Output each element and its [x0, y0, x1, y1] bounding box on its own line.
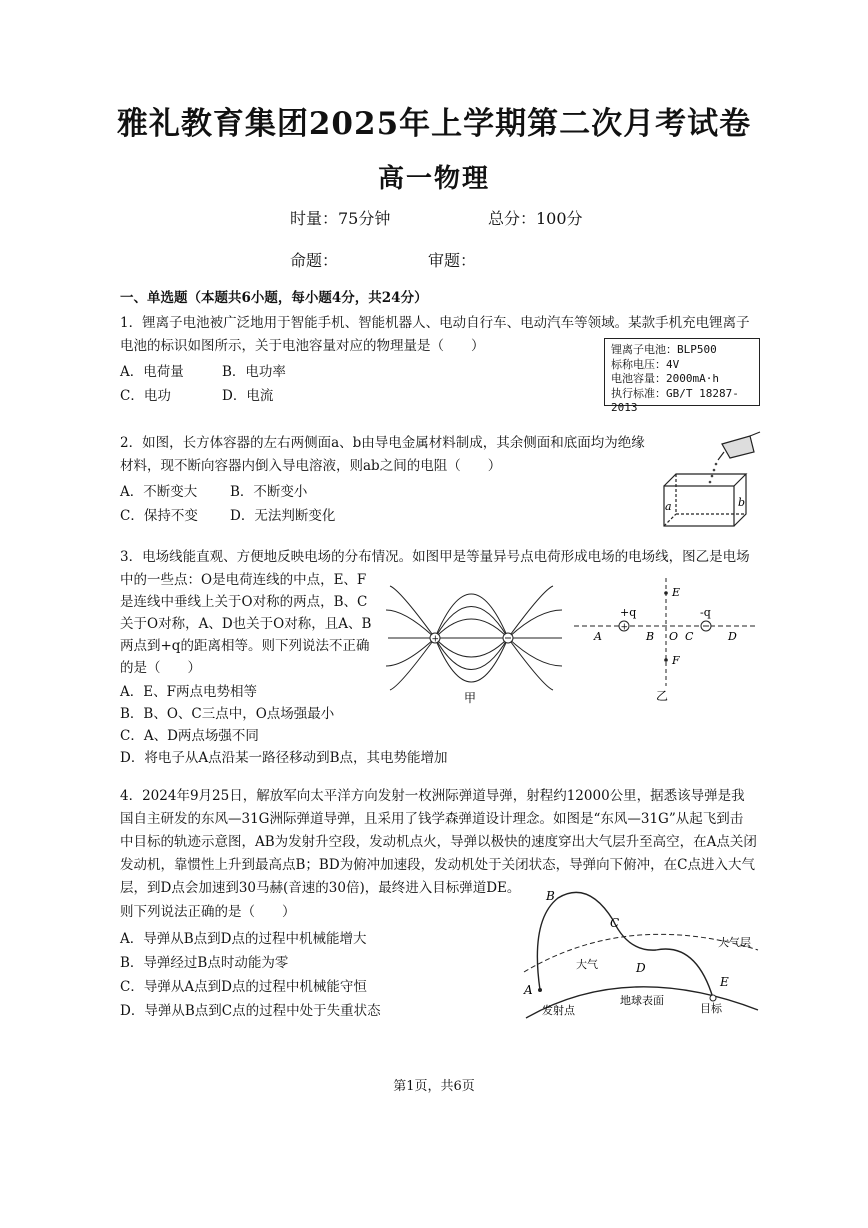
q3-line-3: 是连线中垂线上关于O对称的两点，B、C [120, 594, 368, 610]
q4-option-a: A．导弹从B点到D点的过程中机械能增大 [120, 931, 367, 947]
positive-charge [430, 633, 440, 645]
q1-option-c: C．电功 [120, 388, 171, 404]
q3-line-6: 的是（ ） [120, 660, 201, 676]
point-f: F [672, 654, 680, 667]
q4-option-b: B．导弹经过B点时动能为零 [120, 955, 289, 971]
q4-line-3: 中目标的轨迹示意图，AB为发射升空段，发动机点火，导弹以极快的速度穿出大气层升至高空，在A点关闭 [120, 834, 757, 850]
q4-option-c: C．导弹从A点到D点的过程中机械能守恒 [120, 979, 367, 995]
page-footer: 第1页，共6页 [393, 1079, 475, 1094]
q2-option-a: A．不断变大 [120, 484, 198, 500]
exam-author: 命题： [290, 251, 339, 270]
fig-label-atmosphere: 大气 [576, 958, 598, 971]
label-b: b [738, 496, 746, 509]
points-figure [572, 576, 762, 706]
q2-option-b: B．不断变小 [230, 484, 308, 500]
q4-line-6: 则下列说法正确的是（ ） [120, 904, 296, 920]
q3-line-2: 中的一些点：O是电荷连线的中点，E、F [120, 572, 367, 588]
q1-line-2: 电池的标识如图所示，关于电池容量对应的物理量是（ ） [120, 338, 485, 354]
q4-line-4: 发动机，靠惯性上升到最高点B；BD为俯冲加速段，发动机处于关闭状态，导弹向下俯冲，在C点进入大气 [120, 857, 755, 873]
q4-line-2: 国自主研发的东风—31G洲际弹道导弹，且采用了钱学森弹道设计理念。如图是“东风—31G”从起飞到击 [120, 811, 744, 827]
pour-stream [709, 463, 718, 484]
q3-option-c: C．A、D两点场强不同 [120, 728, 259, 744]
exam-time: 时量：75分钟 [290, 209, 391, 228]
label-plus-q: +q [620, 606, 637, 619]
fig-label-launch: 发射点 [542, 1004, 575, 1017]
q1-line-1: 1．锂离子电池被广泛地用于智能手机、智能机器人、电动自行车、电动汽车等领域。某款手机充电锂离子 [120, 315, 750, 331]
fig-label-e: E [720, 975, 729, 989]
q2-line-1: 2．如图，长方体容器的左右两侧面a、b由导电金属材料制成，其余侧面和底面均为绝缘 [120, 435, 645, 451]
q2-option-c: C．保持不变 [120, 508, 198, 524]
svg-text:+: + [620, 622, 629, 633]
label-yi: 乙 [656, 689, 669, 703]
q2-line-2: 材料，现不断向容器内倒入导电溶液，则ab之间的电阻（ ） [120, 458, 502, 474]
point-a: A [594, 630, 602, 643]
page-subtitle: 高一物理 [377, 164, 490, 194]
q3-option-a: A．E、F两点电势相等 [120, 684, 257, 700]
container-figure [660, 430, 770, 530]
battery-standard: 执行标准：GB/T 18287-2013 [611, 386, 739, 414]
fig-label-a: A [524, 983, 533, 997]
page-title: 雅礼教育集团2025年上学期第二次月考试卷 [116, 106, 752, 142]
point-c: C [685, 630, 694, 643]
q3-option-d: D．将电子从A点沿某一路径移动到B点，其电势能增加 [120, 750, 448, 766]
q1-option-a: A．电荷量 [120, 364, 184, 380]
point-e: E [672, 586, 681, 599]
battery-model: 锂离子电池：BLP500 [611, 343, 717, 356]
fig-label-atmosphere-layer: 大气层 [718, 936, 751, 949]
trajectory-path [537, 892, 713, 998]
exam-score: 总分：100分 [488, 209, 583, 228]
point-b: B [646, 630, 655, 643]
negative-charge [503, 633, 513, 643]
box-container [664, 474, 746, 526]
label-minus-q: -q [700, 606, 711, 619]
section-heading: 一、单选题（本题共6小题，每小题4分，共24分） [120, 290, 428, 306]
fig-label-d: D [636, 961, 646, 975]
q3-option-b: B．B、O、C三点中，O点场强最小 [120, 706, 335, 722]
q3-line-1: 3．电场线能直观、方便地反映电场的分布情况。如图甲是等量异号点电荷形成电场的电场线，图乙是电场 [120, 549, 750, 565]
field-lines [386, 586, 562, 690]
q3-line-5: 两点到+q的距离相等。则下列说法不正确 [120, 638, 370, 654]
battery-voltage: 标称电压：4V [611, 357, 680, 371]
q1-option-b: B．电功率 [222, 364, 286, 380]
fig-label-earth-surface: 地球表面 [620, 994, 664, 1007]
field-lines-figure [380, 580, 570, 705]
fig-label-b: B [546, 889, 555, 903]
point-d: D [728, 630, 737, 643]
q4-option-d: D．导弹从B点到C点的过程中处于失重状态 [120, 1003, 381, 1019]
svg-text:+: + [431, 634, 440, 645]
q1-option-d: D．电流 [222, 388, 274, 404]
missile-trajectory-figure [518, 880, 763, 1020]
fig-label-target: 目标 [700, 1002, 722, 1015]
q4-line-1: 4．2024年9月25日，解放军向太平洋方向发射一枚洲际弹道导弹，射程约12000公里，据悉该导弹是我 [120, 788, 745, 804]
label-a: a [665, 500, 672, 513]
pouring-cup-icon [718, 432, 760, 460]
exam-reviewer: 审题： [428, 251, 477, 270]
battery-capacity: 电池容量：2000mA·h [611, 372, 719, 385]
battery-label-box [604, 338, 760, 414]
q4-line-5: 层，到D点会加速到30马赫(音速的30倍)，最终进入目标弹道DE。 [120, 880, 521, 896]
label-jia: 甲 [464, 691, 477, 705]
q2-option-d: D．无法判断变化 [230, 508, 336, 524]
point-o: O [669, 630, 679, 643]
q3-line-4: 关于O对称，A、D也关于O对称，且A、B [120, 616, 372, 632]
fig-label-c: C [610, 916, 620, 930]
